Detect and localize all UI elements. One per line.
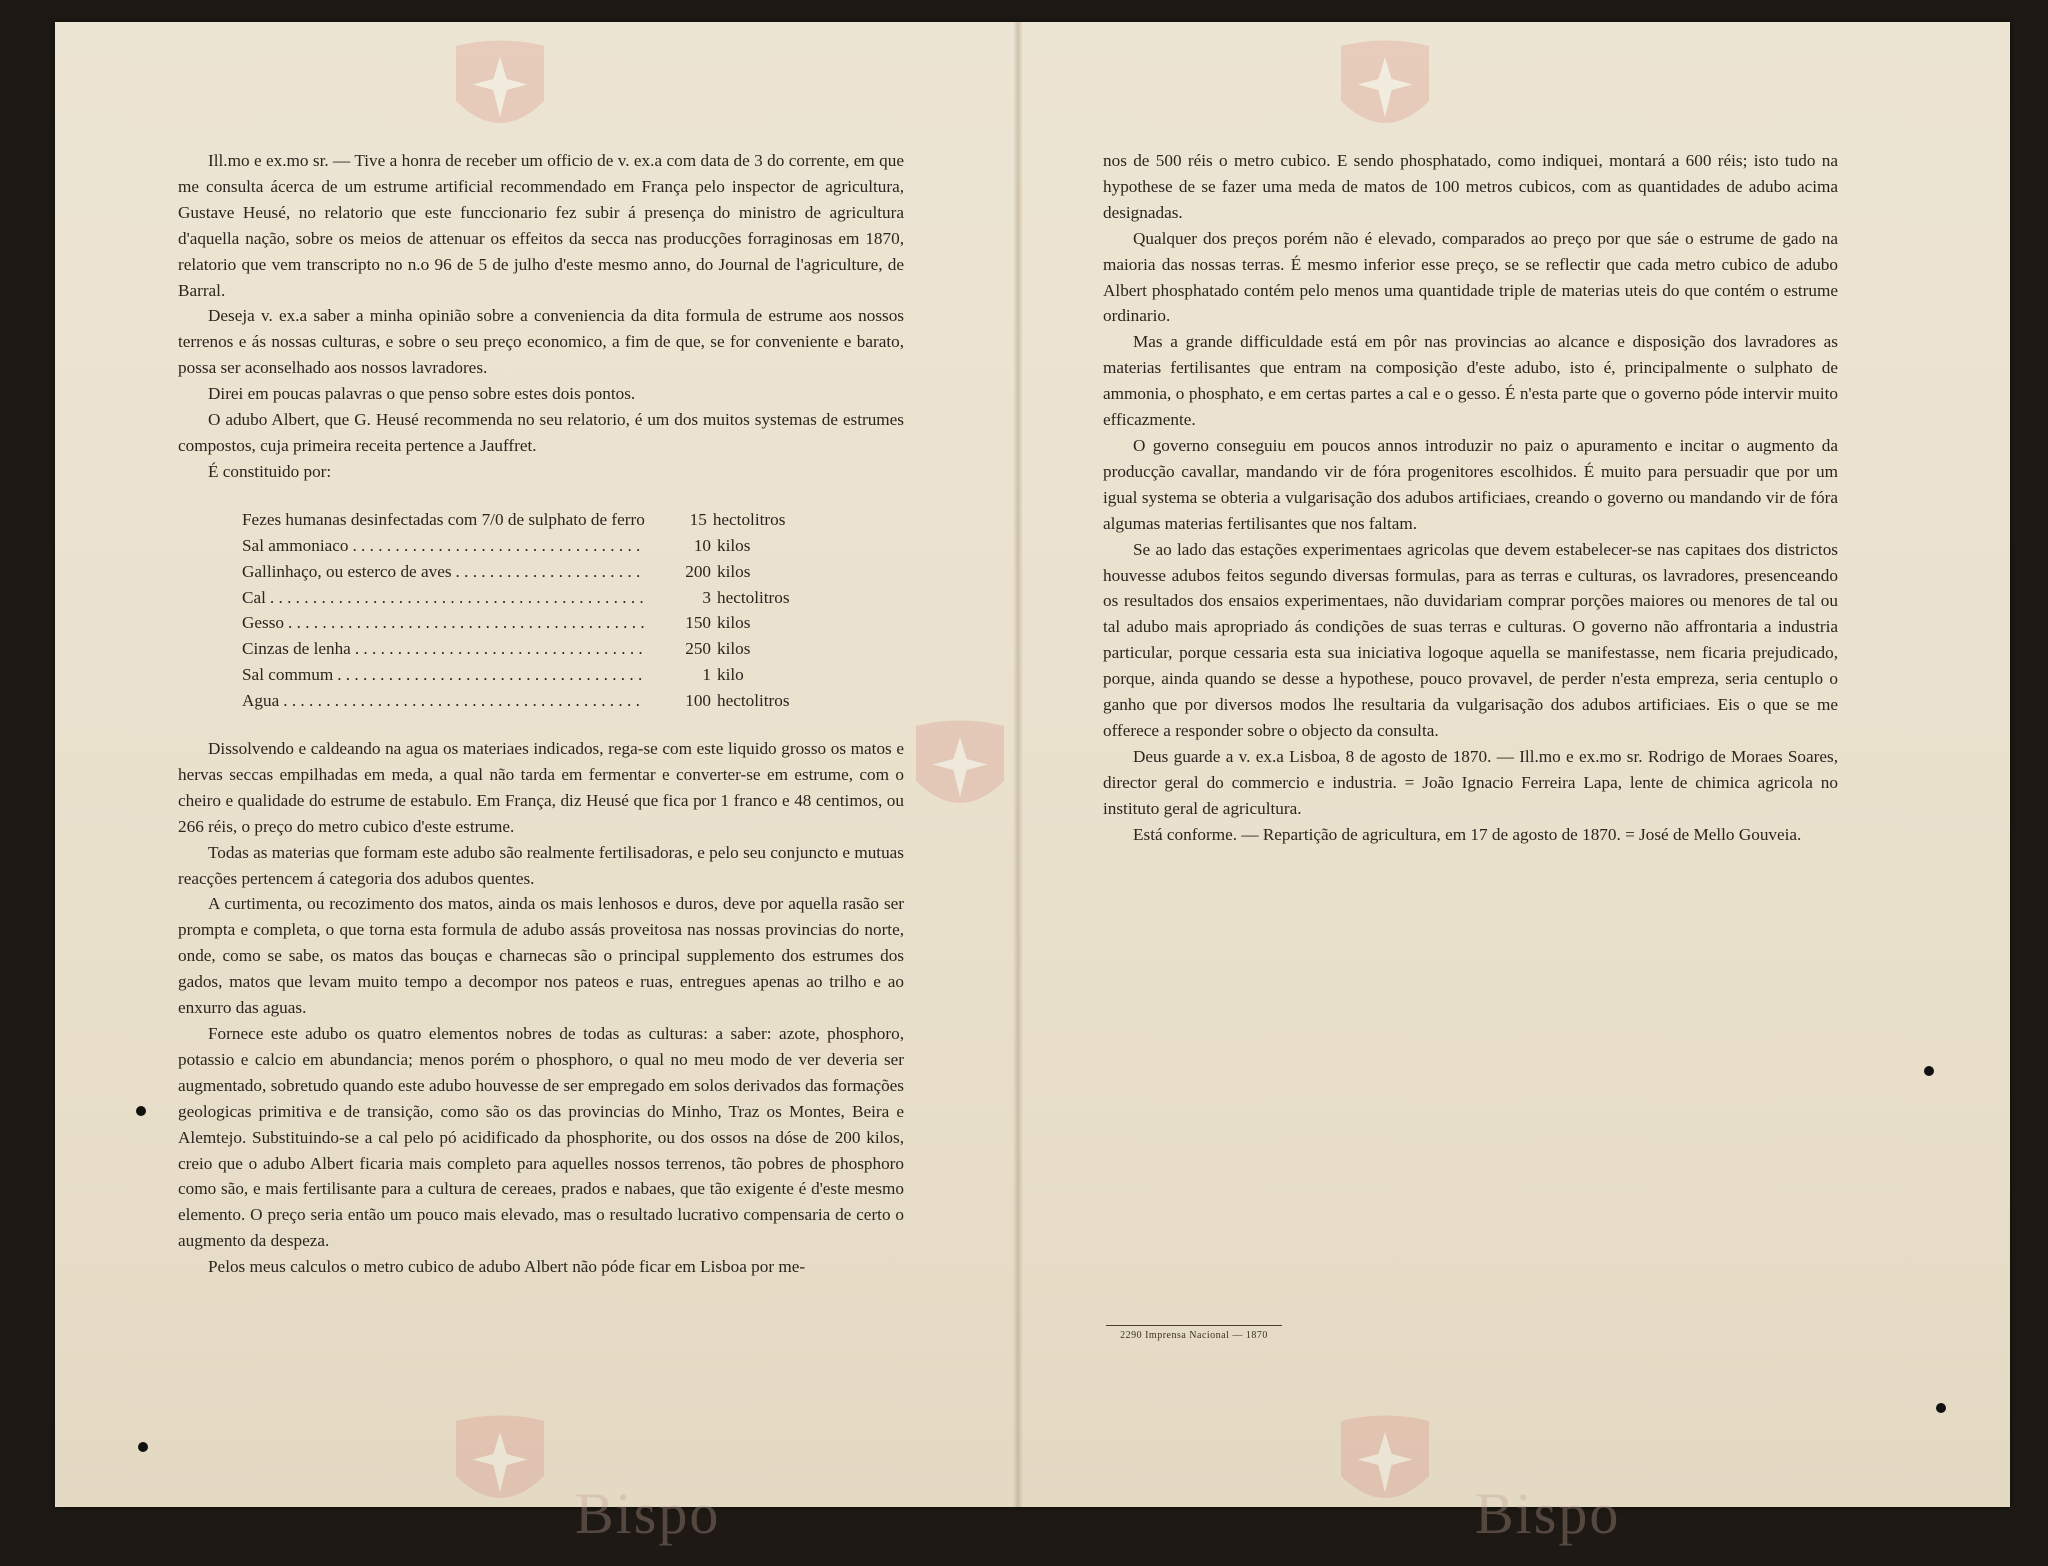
right-page	[1103, 148, 1838, 847]
leader-dots	[337, 662, 645, 688]
paragraph: Direi em poucas palavras o que penso sobre estes dois pontos.	[208, 384, 636, 404]
recipe-row	[242, 688, 842, 714]
left-page	[178, 148, 904, 1280]
recipe-row	[242, 662, 842, 688]
ingredient-qty: 100	[685, 691, 711, 711]
recipe-row	[242, 585, 842, 611]
paragraph: Fornece este adubo os quatro elementos nobres de todas as culturas: a saber: azote, phosphoro, potassio e calcio em abundancia; menos porém o phosphoro, o qual no meu modo de ver deveria ser augmentado, sobretudo quando este adubo houvesse de ser empregado em solos derivados das formações geologicas primitiva e de transição, como são os das provincias do Minho, Traz os Montes, Beira e Alemtejo. Substituindo-se a cal pelo pó acidificado da phosphorite, ou dos ossos na dóse de 200 kilos, creio que o adubo Albert ficaria mais completo para aquelles nossos terrenos, tão pobres de phosphoro como são, e mais fertilisante para a cultura de cereaes, prados e nabaes, que tão exigente é d'este mesmo elemento. O preço seria então um pouco mais elevado, mas o resultado lucrativo compensaria de certo o augmento da despeza.	[178, 1024, 904, 1251]
binder-hole	[138, 1442, 148, 1452]
ingredient-unit: kilos	[717, 613, 751, 633]
binder-hole	[1924, 1066, 1934, 1076]
ingredient-unit: hectolitros	[717, 691, 790, 711]
ingredient-unit: kilos	[717, 535, 751, 555]
watermark-cross-icon	[1330, 35, 1440, 145]
watermark-cross-icon	[445, 35, 555, 145]
leader-dots	[456, 559, 645, 585]
paragraph: O adubo Albert, que G. Heusé recommenda no seu relatorio, é um dos muitos systemas de estrumes compostos, cuja primeira receita pertence a Jauffret.	[178, 410, 904, 455]
ingredient-qty: 250	[685, 639, 711, 659]
ingredient-name: Gallinhaço, ou esterco de aves	[242, 561, 452, 581]
ingredient-name: Cinzas de lenha	[242, 639, 351, 659]
ingredient-name: Gesso	[242, 613, 285, 633]
binder-hole	[1936, 1403, 1946, 1413]
recipe-row	[242, 636, 842, 662]
ingredient-name: Sal ammoniaco	[242, 535, 349, 555]
leader-dots	[283, 688, 645, 714]
ingredient-name: Agua	[242, 691, 280, 711]
recipe-row	[242, 610, 842, 636]
ingredient-qty: 15	[689, 509, 707, 529]
binder-hole	[136, 1106, 146, 1116]
ingredient-qty: 1	[702, 665, 711, 685]
ingredient-unit: hectolitros	[712, 509, 786, 529]
leader-dots	[270, 585, 645, 611]
ingredient-unit: kilos	[717, 639, 751, 659]
ingredient-qty: 150	[685, 613, 711, 633]
recipe-row	[242, 533, 842, 559]
recipe-row	[242, 559, 842, 585]
paragraph: Todas as materias que formam este adubo são realmente fertilisadoras, e pelo seu conjuncto e mutuas reacções pertencem á categoria dos adubos quentes.	[178, 842, 904, 888]
signature-paragraph: Deus guarde a v. ex.a Lisboa, 8 de agosto de 1870. — Ill.mo e ex.mo sr. Rodrigo de Moraes Soares, director geral do commercio e industria. = João Ignacio Ferreira Lapa, lente de chimica agricola no instituto geral de agricultura.	[1103, 746, 1838, 818]
ingredient-name: Sal commum	[242, 665, 334, 685]
paragraph: Pelos meus calculos o metro cubico de adubo Albert não póde ficar em Lisboa por me-	[208, 1257, 806, 1277]
paragraph: O governo conseguiu em poucos annos introduzir no paiz o apuramento e incitar o augmento da producção cavallar, mandando vir de fóra progenitores escolhidos. É muito para persuadir que por um igual systema se obteria a vulgarisação dos adubos artificiaes, creando o governo ou mandando vir de fóra algumas materias fertilisantes que nos faltam.	[1103, 435, 1838, 533]
paragraph: A curtimenta, ou recozimento dos matos, ainda os mais lenhosos e duros, deve por aquella rasão ser prompta e completa, o que torna esta formula de adubo assás proveitosa nas nossas provincias do norte, onde, como se sabe, os matos das bouças e charnecas são o principal supplemento dos estrumes dos gados, matos que levam muito tempo a decompor nos pateos e ruas, entregues apenas ao trilho e ao enxurro das aguas.	[178, 894, 904, 1018]
watermark-text: Bispo	[575, 1481, 721, 1546]
ingredient-name: Fezes humanas desinfectadas com 7/0 de sulphato de ferro	[242, 509, 645, 529]
watermark-cross-icon	[1330, 1410, 1440, 1520]
leader-dots	[352, 533, 645, 559]
ingredient-qty: 3	[702, 587, 711, 607]
printer-imprint: 2290 Imprensa Nacional — 1870	[1106, 1325, 1282, 1341]
paragraph: É constituido por:	[208, 461, 332, 481]
paragraph: nos de 500 réis o metro cubico. E sendo phosphatado, como indiquei, montará a 600 réis; isto tudo na hypothese de se fazer uma meda de matos de 100 metros cubicos, com as quantidades de adubo acima designadas.	[1103, 151, 1838, 222]
ingredient-qty: 10	[693, 535, 711, 555]
paragraph: Ill.mo e ex.mo sr. — Tive a honra de receber um officio de v. ex.a com data de 3 do corrente, em que me consulta ácerca de um estrume artificial recommendado em França pelo inspector de agricultura, Gustave Heusé, no relatorio que este funccionario fez subir á presença do ministro de agricultura d'aquella nação, sobre os meios de attenuar os effeitos da secca nas producções forraginosas em 1870, relatorio que vem transcripto no n.o 96 de 5 de julho d'este mesmo anno, do Journal de l'agriculture, de Barral.	[178, 151, 904, 300]
ingredient-unit: kilos	[717, 561, 751, 581]
ingredient-name: Cal	[242, 587, 266, 607]
watermark-cross-icon	[905, 715, 1015, 825]
ingredient-unit: kilo	[717, 665, 744, 685]
paragraph: Dissolvendo e caldeando na agua os materiaes indicados, rega-se com este liquido grosso os matos e hervas seccas empilhadas em meda, a qual não tarda em fermentar e converter-se em estrume, com o cheiro e qualidade do estrume de estabulo. Em França, diz Heusé que fica por 1 franco e 48 centimos, ou 266 réis, o preço do metro cubico d'este estrume.	[178, 739, 904, 836]
ingredient-qty: 200	[685, 561, 711, 581]
ingredient-unit: hectolitros	[717, 587, 790, 607]
recipe-table	[242, 507, 842, 714]
leader-dots	[288, 610, 645, 636]
watermark-text: Bispo	[1475, 1481, 1621, 1546]
watermark-cross-icon	[445, 1410, 555, 1520]
paragraph: Qualquer dos preços porém não é elevado, comparados ao preço por que sáe o estrume de gado na maioria das nossas terras. É mesmo inferior esse preço, se se reflectir que cada metro cubico de adubo Albert phosphatado contém pelo menos uma quantidade triple de materias uteis do que contém o estrume ordinario.	[1103, 228, 1838, 326]
certification-paragraph: Está conforme. — Repartição de agricultura, em 17 de agosto de 1870. = José de Mello Gouveia.	[1133, 824, 1802, 844]
paragraph: Deseja v. ex.a saber a minha opinião sobre a conveniencia da dita formula de estrume aos nossos terrenos e ás nossas culturas, e sobre o seu preço economico, a fim de que, se for conveniente e barato, possa ser aconselhado aos nossos lavradores.	[178, 306, 904, 378]
paragraph: Mas a grande difficuldade está em pôr nas provincias ao alcance e disposição dos lavradores as materias fertilisantes que entram na composição d'este adubo, isto é, principalmente o sulphato de ammonia, o phosphato, e em certas partes a cal e o gesso. É n'esta parte que o governo póde intervir muito efficazmente.	[1103, 332, 1838, 430]
recipe-row	[242, 507, 842, 533]
leader-dots	[355, 636, 645, 662]
paragraph: Se ao lado das estações experimentaes agricolas que devem estabelecer-se nas capitaes dos districtos houvesse adubos feitos segundo diversas formulas, para as terras e culturas, os lavradores, presenceando os resultados dos ensaios experimentaes, não duvidariam comprar porções maiores ou menores de tal ou tal adubo mais apropriado ás condições de suas terras e culturas. O governo não affrontaria a industria particular, porque cessaria esta sua iniciativa logoque aquella se manifestasse, nem ficaria prejudicado, porque, ainda quando se desse a hypothese, pouco provavel, de perder n'esta empreza, seria centuplo o ganho que por diversos modos lhe resultaria da vulgarisação dos adubos artificiaes. Eis o que se me offerece a responder sobre o objecto da consulta.	[1103, 539, 1838, 740]
